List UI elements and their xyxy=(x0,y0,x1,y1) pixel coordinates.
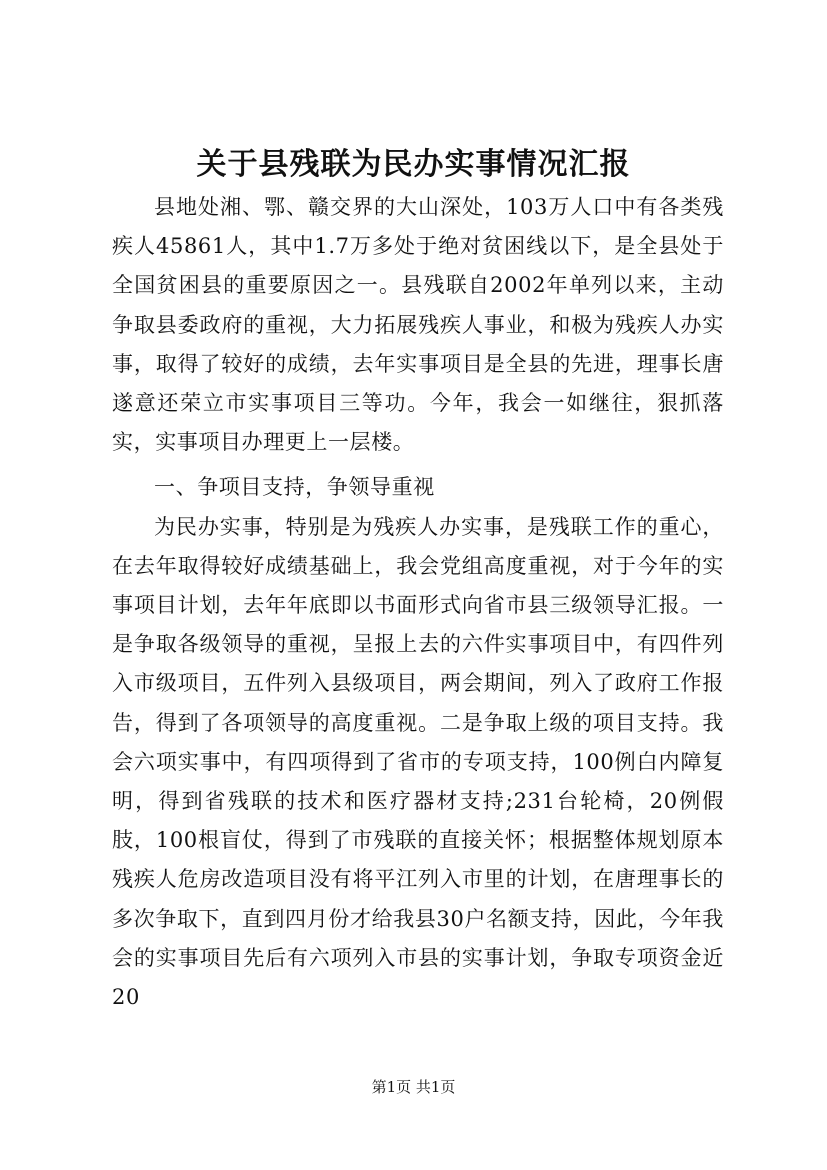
paragraph-intro: 县地处湘、鄂、赣交界的大山深处，103万人口中有各类残疾人45861人，其中1.7万多处于绝对贫困线以下，是全县处于全国贫困县的重要原因之一。县残联自2002年单列以来，主动争取县委政府的重视，大力拓展残疾人事业，和极为残疾人办实事，取得了较好的成绩，去年实事项目是全县的先进，理事长唐遂意还荣立市实事项目三等功。今年，我会一如继往，狠抓落实，实事项目办理更上一层楼。 xyxy=(112,195,724,455)
document-title: 关于县残联为民办实事情况汇报 xyxy=(196,147,631,182)
section-heading: 一、争项目支持，争领导重视 xyxy=(154,475,435,500)
page-footer: 第1页 共1页 xyxy=(371,1078,456,1096)
document-body xyxy=(112,188,724,1017)
paragraph-section-one: 为民办实事，特别是为残疾人办实事，是残联工作的重心，在去年取得较好成绩基础上，我会党组高度重视，对于今年的实事项目计划，去年年底即以书面形式向省市县三级领导汇报。一是争取各级领导的重视，呈报上去的六件实事项目中，有四件列入市级项目，五件列入县级项目，两会期间，列入了政府工作报告，得到了各项领导的高度重视。二是争取上级的项目支持。我会六项实事中，有四项得到了省市的专项支持，100例白内障复明，得到省残联的技术和医疗器材支持;231台轮椅，20例假肢，100根盲仗，得到了市残联的直接关怀；根据整体规划原本残疾人危房改造项目没有将平江列入市里的计划，在唐理事长的多次争取下，直到四月份才给我县30户名额支持，因此，今年我会的实事项目先后有六项列入市县的实事计划，争取专项资金近20 xyxy=(112,514,724,1010)
